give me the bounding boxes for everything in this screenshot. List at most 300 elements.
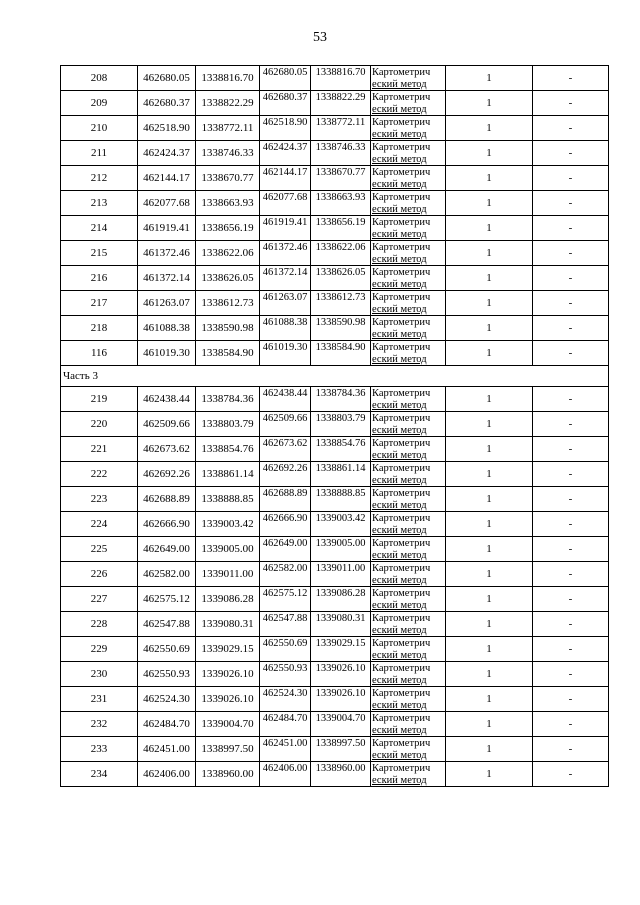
x-cell: 461372.14 xyxy=(138,266,196,291)
y-cell: 1338816.70 xyxy=(196,66,260,91)
method-cell xyxy=(371,291,446,316)
table-row xyxy=(61,612,609,637)
x2-cell: 461263.07 xyxy=(260,291,311,316)
table-row xyxy=(61,762,609,787)
method-line2: еский метод xyxy=(372,624,427,636)
y2-cell: 1338997.50 xyxy=(311,737,371,762)
y2-cell: 1339003.42 xyxy=(311,512,371,537)
method-line2: еский метод xyxy=(372,774,427,786)
method-line1: Картометрич xyxy=(372,267,431,278)
method-cell xyxy=(371,537,446,562)
accuracy-cell: 1 xyxy=(446,412,533,437)
accuracy-cell: 1 xyxy=(446,341,533,366)
x-cell: 462582.00 xyxy=(138,562,196,587)
x2-cell: 462692.26 xyxy=(260,462,311,487)
accuracy-cell: 1 xyxy=(446,191,533,216)
y-cell: 1338746.33 xyxy=(196,141,260,166)
point-id-cell: 211 xyxy=(61,141,138,166)
method-cell xyxy=(371,66,446,91)
method-line1: Картометрич xyxy=(372,388,431,399)
x2-cell: 461019.30 xyxy=(260,341,311,366)
method-line2: еский метод xyxy=(372,253,427,265)
method-cell xyxy=(371,216,446,241)
x2-cell: 462550.69 xyxy=(260,637,311,662)
y-cell: 1338626.05 xyxy=(196,266,260,291)
x-cell: 462649.00 xyxy=(138,537,196,562)
y2-cell: 1338854.76 xyxy=(311,437,371,462)
table-row xyxy=(61,316,609,341)
x-cell: 461088.38 xyxy=(138,316,196,341)
method-line2: еский метод xyxy=(372,153,427,165)
y-cell: 1339026.10 xyxy=(196,687,260,712)
point-id-cell: 213 xyxy=(61,191,138,216)
table-row xyxy=(61,66,609,91)
y-cell: 1338861.14 xyxy=(196,462,260,487)
accuracy-cell: 1 xyxy=(446,316,533,341)
y2-cell: 1338663.93 xyxy=(311,191,371,216)
method-line2: еский метод xyxy=(372,278,427,290)
accuracy-cell: 1 xyxy=(446,537,533,562)
point-id-cell: 212 xyxy=(61,166,138,191)
y-cell: 1339029.15 xyxy=(196,637,260,662)
y2-cell: 1338584.90 xyxy=(311,341,371,366)
y2-cell: 1338746.33 xyxy=(311,141,371,166)
dash-cell: - xyxy=(533,612,609,637)
table-row xyxy=(61,687,609,712)
dash-cell: - xyxy=(533,91,609,116)
x2-cell: 462524.30 xyxy=(260,687,311,712)
method-cell xyxy=(371,91,446,116)
accuracy-cell: 1 xyxy=(446,462,533,487)
method-line2: еский метод xyxy=(372,303,427,315)
section-blank xyxy=(138,366,609,387)
y2-cell: 1338960.00 xyxy=(311,762,371,787)
method-line2: еский метод xyxy=(372,228,427,240)
table-row xyxy=(61,662,609,687)
method-line1: Картометрич xyxy=(372,142,431,153)
method-line2: еский метод xyxy=(372,549,427,561)
dash-cell: - xyxy=(533,587,609,612)
point-id-cell: 234 xyxy=(61,762,138,787)
x2-cell: 462582.00 xyxy=(260,562,311,587)
y-cell: 1338997.50 xyxy=(196,737,260,762)
y2-cell: 1338816.70 xyxy=(311,66,371,91)
accuracy-cell: 1 xyxy=(446,762,533,787)
y-cell: 1338854.76 xyxy=(196,437,260,462)
method-line1: Картометрич xyxy=(372,638,431,649)
method-cell xyxy=(371,637,446,662)
accuracy-cell: 1 xyxy=(446,662,533,687)
point-id-cell: 228 xyxy=(61,612,138,637)
x-cell: 462484.70 xyxy=(138,712,196,737)
method-line2: еский метод xyxy=(372,599,427,611)
table-body xyxy=(61,66,609,787)
method-cell xyxy=(371,762,446,787)
y2-cell: 1338670.77 xyxy=(311,166,371,191)
dash-cell: - xyxy=(533,266,609,291)
x-cell: 462575.12 xyxy=(138,587,196,612)
x2-cell: 462144.17 xyxy=(260,166,311,191)
point-id-cell: 214 xyxy=(61,216,138,241)
x2-cell: 462484.70 xyxy=(260,712,311,737)
x-cell: 462406.00 xyxy=(138,762,196,787)
method-line1: Картометрич xyxy=(372,92,431,103)
point-id-cell: 218 xyxy=(61,316,138,341)
x-cell: 462550.69 xyxy=(138,637,196,662)
dash-cell: - xyxy=(533,141,609,166)
y-cell: 1338803.79 xyxy=(196,412,260,437)
table-row xyxy=(61,587,609,612)
method-line2: еский метод xyxy=(372,203,427,215)
x-cell: 462438.44 xyxy=(138,387,196,412)
y-cell: 1338822.29 xyxy=(196,91,260,116)
dash-cell: - xyxy=(533,191,609,216)
method-line1: Картометрич xyxy=(372,317,431,328)
method-cell xyxy=(371,116,446,141)
page-number: 53 xyxy=(313,30,327,45)
accuracy-cell: 1 xyxy=(446,637,533,662)
y-cell: 1338663.93 xyxy=(196,191,260,216)
method-cell xyxy=(371,141,446,166)
x-cell: 462680.05 xyxy=(138,66,196,91)
x-cell: 462688.89 xyxy=(138,487,196,512)
point-id-cell: 116 xyxy=(61,341,138,366)
x-cell: 462451.00 xyxy=(138,737,196,762)
y-cell: 1338584.90 xyxy=(196,341,260,366)
method-line2: еский метод xyxy=(372,574,427,586)
point-id-cell: 223 xyxy=(61,487,138,512)
y2-cell: 1339026.10 xyxy=(311,687,371,712)
y2-cell: 1338772.11 xyxy=(311,116,371,141)
dash-cell: - xyxy=(533,316,609,341)
dash-cell: - xyxy=(533,291,609,316)
x2-cell: 462509.66 xyxy=(260,412,311,437)
method-cell xyxy=(371,266,446,291)
x-cell: 461263.07 xyxy=(138,291,196,316)
x2-cell: 462680.37 xyxy=(260,91,311,116)
table-row xyxy=(61,562,609,587)
table-row xyxy=(61,637,609,662)
point-id-cell: 225 xyxy=(61,537,138,562)
x2-cell: 461372.46 xyxy=(260,241,311,266)
x-cell: 462692.26 xyxy=(138,462,196,487)
point-id-cell: 232 xyxy=(61,712,138,737)
x2-cell: 462518.90 xyxy=(260,116,311,141)
y-cell: 1338960.00 xyxy=(196,762,260,787)
method-line2: еский метод xyxy=(372,449,427,461)
y-cell: 1338888.85 xyxy=(196,487,260,512)
x2-cell: 462406.00 xyxy=(260,762,311,787)
method-cell xyxy=(371,737,446,762)
point-id-cell: 221 xyxy=(61,437,138,462)
method-line1: Картометрич xyxy=(372,342,431,353)
method-line1: Картометрич xyxy=(372,488,431,499)
table-row xyxy=(61,712,609,737)
table-row xyxy=(61,166,609,191)
method-cell xyxy=(371,437,446,462)
accuracy-cell: 1 xyxy=(446,241,533,266)
method-line1: Картометрич xyxy=(372,738,431,749)
method-cell xyxy=(371,191,446,216)
table-row xyxy=(61,241,609,266)
accuracy-cell: 1 xyxy=(446,562,533,587)
dash-cell: - xyxy=(533,662,609,687)
y2-cell: 1338822.29 xyxy=(311,91,371,116)
x2-cell: 462680.05 xyxy=(260,66,311,91)
accuracy-cell: 1 xyxy=(446,116,533,141)
y-cell: 1338612.73 xyxy=(196,291,260,316)
accuracy-cell: 1 xyxy=(446,291,533,316)
method-cell xyxy=(371,712,446,737)
dash-cell: - xyxy=(533,762,609,787)
method-line2: еский метод xyxy=(372,178,427,190)
table-row xyxy=(61,462,609,487)
method-cell xyxy=(371,487,446,512)
point-id-cell: 226 xyxy=(61,562,138,587)
x2-cell: 462438.44 xyxy=(260,387,311,412)
point-id-cell: 217 xyxy=(61,291,138,316)
dash-cell: - xyxy=(533,437,609,462)
x2-cell: 462673.62 xyxy=(260,437,311,462)
dash-cell: - xyxy=(533,637,609,662)
dash-cell: - xyxy=(533,462,609,487)
method-line1: Картометрич xyxy=(372,192,431,203)
x2-cell: 462451.00 xyxy=(260,737,311,762)
x2-cell: 462575.12 xyxy=(260,587,311,612)
method-line1: Картометрич xyxy=(372,688,431,699)
method-line1: Картометрич xyxy=(372,242,431,253)
accuracy-cell: 1 xyxy=(446,266,533,291)
coordinates-table xyxy=(60,65,609,787)
method-cell xyxy=(371,587,446,612)
x-cell: 462524.30 xyxy=(138,687,196,712)
point-id-cell: 208 xyxy=(61,66,138,91)
table-row xyxy=(61,291,609,316)
x-cell: 462424.37 xyxy=(138,141,196,166)
method-line2: еский метод xyxy=(372,128,427,140)
x-cell: 462547.88 xyxy=(138,612,196,637)
y2-cell: 1338626.05 xyxy=(311,266,371,291)
method-line1: Картометрич xyxy=(372,613,431,624)
method-cell xyxy=(371,612,446,637)
x2-cell: 462666.90 xyxy=(260,512,311,537)
table-row xyxy=(61,116,609,141)
table-row xyxy=(61,141,609,166)
method-line1: Картометрич xyxy=(372,713,431,724)
method-line1: Картометрич xyxy=(372,663,431,674)
section-label: Часть 3 xyxy=(61,366,138,387)
dash-cell: - xyxy=(533,712,609,737)
method-cell xyxy=(371,387,446,412)
method-line2: еский метод xyxy=(372,474,427,486)
point-id-cell: 229 xyxy=(61,637,138,662)
accuracy-cell: 1 xyxy=(446,66,533,91)
accuracy-cell: 1 xyxy=(446,141,533,166)
method-line2: еский метод xyxy=(372,399,427,411)
y2-cell: 1339080.31 xyxy=(311,612,371,637)
y-cell: 1339026.10 xyxy=(196,662,260,687)
x2-cell: 462649.00 xyxy=(260,537,311,562)
x-cell: 461919.41 xyxy=(138,216,196,241)
x2-cell: 462688.89 xyxy=(260,487,311,512)
x-cell: 462550.93 xyxy=(138,662,196,687)
point-id-cell: 220 xyxy=(61,412,138,437)
method-cell xyxy=(371,166,446,191)
y2-cell: 1338784.36 xyxy=(311,387,371,412)
point-id-cell: 219 xyxy=(61,387,138,412)
y-cell: 1339011.00 xyxy=(196,562,260,587)
method-line1: Картометрич xyxy=(372,763,431,774)
y-cell: 1339003.42 xyxy=(196,512,260,537)
method-line1: Картометрич xyxy=(372,67,431,78)
point-id-cell: 224 xyxy=(61,512,138,537)
x-cell: 462144.17 xyxy=(138,166,196,191)
table-row xyxy=(61,341,609,366)
point-id-cell: 231 xyxy=(61,687,138,712)
y2-cell: 1339029.15 xyxy=(311,637,371,662)
dash-cell: - xyxy=(533,537,609,562)
method-line1: Картометрич xyxy=(372,588,431,599)
method-line2: еский метод xyxy=(372,674,427,686)
y-cell: 1338656.19 xyxy=(196,216,260,241)
table-row xyxy=(61,512,609,537)
method-line1: Картометрич xyxy=(372,217,431,228)
method-cell xyxy=(371,562,446,587)
method-cell xyxy=(371,512,446,537)
x2-cell: 462077.68 xyxy=(260,191,311,216)
y2-cell: 1338803.79 xyxy=(311,412,371,437)
y-cell: 1339004.70 xyxy=(196,712,260,737)
point-id-cell: 222 xyxy=(61,462,138,487)
method-cell xyxy=(371,316,446,341)
dash-cell: - xyxy=(533,166,609,191)
dash-cell: - xyxy=(533,116,609,141)
method-line2: еский метод xyxy=(372,649,427,661)
dash-cell: - xyxy=(533,687,609,712)
x-cell: 461372.46 xyxy=(138,241,196,266)
accuracy-cell: 1 xyxy=(446,437,533,462)
dash-cell: - xyxy=(533,387,609,412)
method-line2: еский метод xyxy=(372,699,427,711)
accuracy-cell: 1 xyxy=(446,166,533,191)
dash-cell: - xyxy=(533,512,609,537)
method-cell xyxy=(371,341,446,366)
point-id-cell: 233 xyxy=(61,737,138,762)
x2-cell: 461919.41 xyxy=(260,216,311,241)
accuracy-cell: 1 xyxy=(446,687,533,712)
y2-cell: 1338612.73 xyxy=(311,291,371,316)
point-id-cell: 209 xyxy=(61,91,138,116)
x-cell: 462077.68 xyxy=(138,191,196,216)
accuracy-cell: 1 xyxy=(446,587,533,612)
table-row xyxy=(61,412,609,437)
method-line1: Картометрич xyxy=(372,117,431,128)
y2-cell: 1338888.85 xyxy=(311,487,371,512)
dash-cell: - xyxy=(533,562,609,587)
accuracy-cell: 1 xyxy=(446,737,533,762)
accuracy-cell: 1 xyxy=(446,512,533,537)
method-cell xyxy=(371,662,446,687)
y2-cell: 1338656.19 xyxy=(311,216,371,241)
y-cell: 1338784.36 xyxy=(196,387,260,412)
table-row xyxy=(61,91,609,116)
y-cell: 1338772.11 xyxy=(196,116,260,141)
method-line1: Картометрич xyxy=(372,463,431,474)
table-row xyxy=(61,216,609,241)
y2-cell: 1338861.14 xyxy=(311,462,371,487)
method-line1: Картометрич xyxy=(372,563,431,574)
method-cell xyxy=(371,412,446,437)
dash-cell: - xyxy=(533,216,609,241)
method-line2: еский метод xyxy=(372,749,427,761)
method-line2: еский метод xyxy=(372,524,427,536)
method-line2: еский метод xyxy=(372,328,427,340)
x-cell: 461019.30 xyxy=(138,341,196,366)
y2-cell: 1339004.70 xyxy=(311,712,371,737)
dash-cell: - xyxy=(533,487,609,512)
x-cell: 462680.37 xyxy=(138,91,196,116)
method-line1: Картометрич xyxy=(372,538,431,549)
y-cell: 1338622.06 xyxy=(196,241,260,266)
table-row xyxy=(61,387,609,412)
dash-cell: - xyxy=(533,66,609,91)
method-line2: еский метод xyxy=(372,424,427,436)
x2-cell: 461372.14 xyxy=(260,266,311,291)
dash-cell: - xyxy=(533,341,609,366)
method-line2: еский метод xyxy=(372,353,427,365)
method-line1: Картометрич xyxy=(372,167,431,178)
method-line2: еский метод xyxy=(372,78,427,90)
x2-cell: 461088.38 xyxy=(260,316,311,341)
y-cell: 1338670.77 xyxy=(196,166,260,191)
dash-cell: - xyxy=(533,737,609,762)
method-line1: Картометрич xyxy=(372,513,431,524)
method-line1: Картометрич xyxy=(372,438,431,449)
point-id-cell: 210 xyxy=(61,116,138,141)
accuracy-cell: 1 xyxy=(446,612,533,637)
y2-cell: 1339026.10 xyxy=(311,662,371,687)
method-line1: Картометрич xyxy=(372,413,431,424)
method-cell xyxy=(371,687,446,712)
point-id-cell: 230 xyxy=(61,662,138,687)
point-id-cell: 227 xyxy=(61,587,138,612)
y-cell: 1338590.98 xyxy=(196,316,260,341)
x-cell: 462509.66 xyxy=(138,412,196,437)
x2-cell: 462550.93 xyxy=(260,662,311,687)
method-cell xyxy=(371,241,446,266)
point-id-cell: 216 xyxy=(61,266,138,291)
table-row xyxy=(61,487,609,512)
y-cell: 1339086.28 xyxy=(196,587,260,612)
method-cell xyxy=(371,462,446,487)
method-line1: Картометрич xyxy=(372,292,431,303)
table-row xyxy=(61,191,609,216)
point-id-cell: 215 xyxy=(61,241,138,266)
accuracy-cell: 1 xyxy=(446,487,533,512)
x2-cell: 462424.37 xyxy=(260,141,311,166)
accuracy-cell: 1 xyxy=(446,712,533,737)
y2-cell: 1338590.98 xyxy=(311,316,371,341)
accuracy-cell: 1 xyxy=(446,387,533,412)
y2-cell: 1339086.28 xyxy=(311,587,371,612)
method-line2: еский метод xyxy=(372,103,427,115)
table-row xyxy=(61,437,609,462)
accuracy-cell: 1 xyxy=(446,91,533,116)
dash-cell: - xyxy=(533,412,609,437)
section-row xyxy=(61,366,609,387)
accuracy-cell: 1 xyxy=(446,216,533,241)
y-cell: 1339005.00 xyxy=(196,537,260,562)
